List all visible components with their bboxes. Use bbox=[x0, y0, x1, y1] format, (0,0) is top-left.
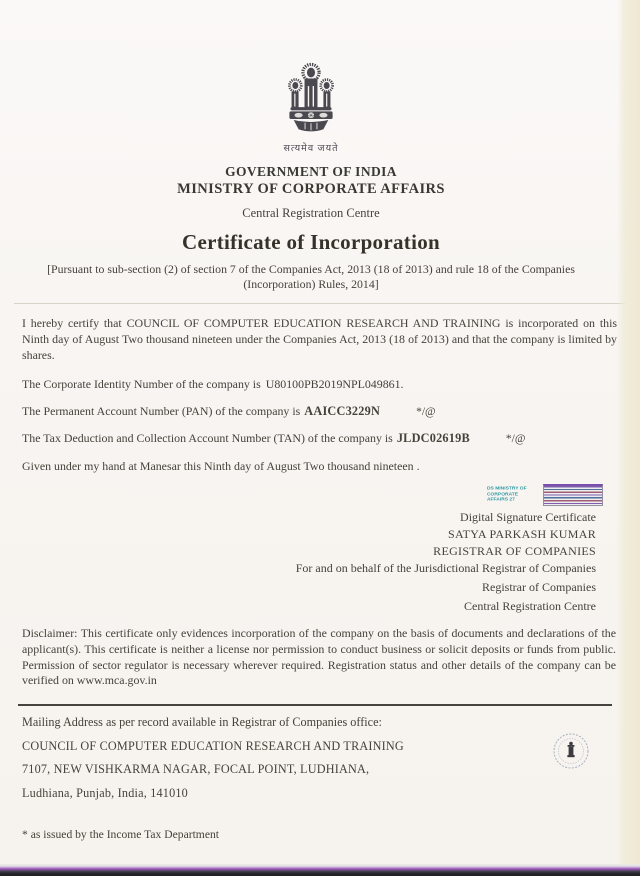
stamp-fine-print bbox=[543, 484, 603, 506]
signature-line-designation: REGISTRAR OF COMPANIES bbox=[433, 544, 596, 558]
registration-centre-heading: Central Registration Centre bbox=[242, 206, 380, 220]
certificate-title: Certificate of Incorporation bbox=[182, 230, 440, 254]
certify-prefix: I hereby certify that bbox=[22, 316, 122, 330]
certificate-body bbox=[0, 315, 640, 474]
certify-suffix: is incorporated on this Ninth day of August Two thousand nineteen under the Companies Act, 2013 (18 of 2013) and that the company is limited by shares. bbox=[22, 316, 618, 362]
company-name: COUNCIL OF COMPUTER EDUCATION RESEARCH AND TRAINING bbox=[126, 316, 501, 330]
disclaimer-paragraph: Disclaimer: This certificate only evidences incorporation of the company on the basis of documents and declarations of the applicant(s). This certificate is neither a license nor permission to conduct business or solicit deposits or funds from public. Permission of sector regulator is necessary wherever required. Registration status and other details of the company can be verified on www.mca.gov.in bbox=[22, 626, 616, 688]
mailing-address-section bbox=[0, 706, 640, 801]
mailing-heading: Mailing Address as per record available in Registrar of Companies office: bbox=[22, 715, 382, 730]
pan-label: The Permanent Account Number (PAN) of the company is bbox=[22, 404, 301, 418]
mailing-city: Ludhiana, Punjab, India, 141010 bbox=[22, 785, 188, 800]
signature-line-dsc: Digital Signature Certificate bbox=[460, 510, 596, 524]
stamp-label: DS MINISTRY OF CORPORATE AFFAIRS 27 bbox=[487, 486, 527, 503]
official-round-seal-icon bbox=[552, 732, 590, 770]
emblem-motto: सत्यमेव जयते bbox=[283, 144, 339, 154]
scan-bottom-band-artifact bbox=[0, 864, 640, 876]
signature-line-registrar: Registrar of Companies bbox=[482, 580, 596, 594]
cin-line bbox=[22, 377, 617, 392]
mailing-company-name: COUNCIL OF COMPUTER EDUCATION RESEARCH AND TRAINING bbox=[22, 738, 404, 753]
tan-footnote-mark: */@ bbox=[505, 433, 526, 445]
signature-block bbox=[0, 484, 640, 614]
signature-line-centre: Central Registration Centre bbox=[464, 599, 596, 613]
pan-line bbox=[22, 404, 617, 419]
signature-line-on-behalf: For and on behalf of the Jurisdictional Registrar of Companies bbox=[295, 561, 596, 575]
government-heading: GOVERNMENT OF INDIA bbox=[225, 164, 397, 179]
document-header bbox=[0, 0, 640, 291]
cin-value: U80100PB2019NPL049861 bbox=[265, 377, 401, 391]
given-under-hand-line: Given under my hand at Manesar this Ninth day of August Two thousand nineteen . bbox=[22, 459, 420, 473]
pan-footnote-mark: */@ bbox=[416, 406, 436, 418]
certificate-subtitle: [Pursuant to sub-section (2) of section 7 of the Companies Act, 2013 (18 of 2013) and rule 18 of the Companies (Incorporation) Rules, 2014] bbox=[47, 262, 575, 291]
income-tax-footnote: * as issued by the Income Tax Department bbox=[22, 827, 219, 841]
pan-value: AAICC3229N bbox=[304, 404, 381, 418]
tan-line bbox=[22, 431, 617, 446]
cin-period: . bbox=[400, 377, 404, 391]
india-state-emblem-icon bbox=[0, 0, 622, 138]
signature-line-name: SATYA PARKASH KUMAR bbox=[448, 527, 596, 541]
ministry-heading: MINISTRY OF CORPORATE AFFAIRS bbox=[177, 181, 445, 197]
certification-paragraph bbox=[22, 315, 617, 363]
mailing-street: 7107, NEW VISHKARMA NAGAR, FOCAL POINT, LUDHIANA, bbox=[22, 762, 370, 777]
header-divider bbox=[14, 303, 626, 304]
tan-label: The Tax Deduction and Collection Account Number (TAN) of the company is bbox=[22, 431, 393, 445]
digital-signature-stamp bbox=[487, 484, 603, 505]
cin-label: The Corporate Identity Number of the company is bbox=[22, 377, 261, 391]
tan-value: JLDC02619B bbox=[396, 431, 470, 445]
